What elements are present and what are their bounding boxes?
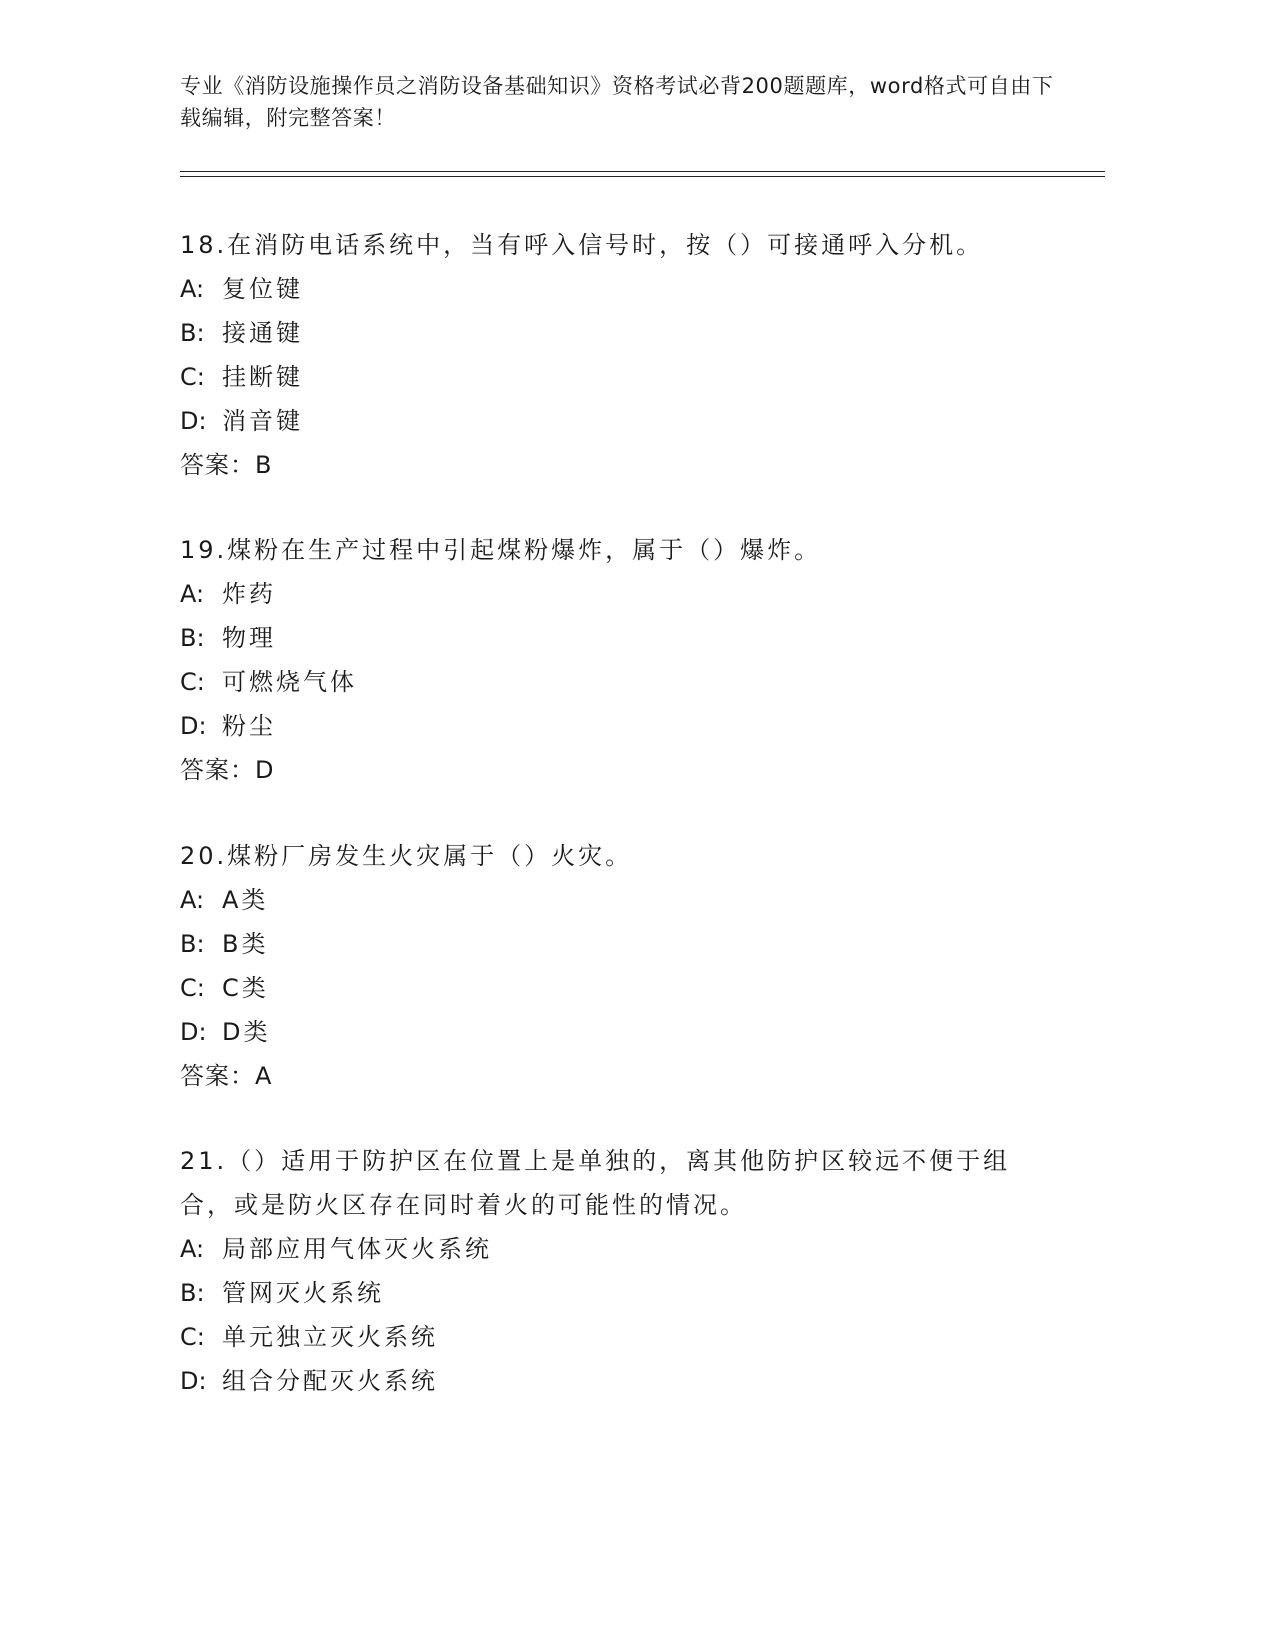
header-divider-top <box>180 171 1105 172</box>
question-18 <box>180 223 1060 487</box>
option-c <box>180 355 1060 399</box>
option-text: 挂断键 <box>222 363 303 391</box>
option-letter: B: <box>180 1279 205 1307</box>
answer: 答案：D <box>180 756 275 784</box>
option-b <box>180 1271 1060 1315</box>
option-text: 组合分配灭火系统 <box>222 1367 438 1395</box>
option-text: 炸药 <box>222 580 276 608</box>
option-b <box>180 616 1060 660</box>
option-letter: D: <box>180 1367 207 1395</box>
option-text: B类 <box>222 930 269 958</box>
option-a <box>180 1227 1060 1271</box>
option-text: 可燃烧气体 <box>222 668 357 696</box>
option-letter: A: <box>180 886 205 914</box>
option-a <box>180 267 1060 311</box>
option-b <box>180 922 1060 966</box>
option-text: 接通键 <box>222 319 303 347</box>
option-letter: A: <box>180 580 205 608</box>
option-text: 粉尘 <box>222 712 276 740</box>
document-header: 专业《消防设施操作员之消防设备基础知识》资格考试必背200题题库，word格式可自由下载编辑，附完整答案！ <box>180 74 1054 130</box>
question-stem: 19.煤粉在生产过程中引起煤粉爆炸，属于（）爆炸。 <box>180 536 822 564</box>
option-c <box>180 660 1060 704</box>
option-letter: D: <box>180 1018 207 1046</box>
option-text: 单元独立灭火系统 <box>222 1323 438 1351</box>
question-stem: 20.煤粉厂房发生火灾属于（）火灾。 <box>180 842 633 870</box>
option-letter: A: <box>180 1235 205 1263</box>
option-c <box>180 966 1060 1010</box>
option-c <box>180 1315 1060 1359</box>
option-d <box>180 1359 1060 1403</box>
option-text: 消音键 <box>222 407 303 435</box>
option-text: 物理 <box>222 624 276 652</box>
question-stem: 18.在消防电话系统中，当有呼入信号时，按（）可接通呼入分机。 <box>180 231 984 259</box>
option-letter: C: <box>180 974 205 1002</box>
option-letter: B: <box>180 319 205 347</box>
option-letter: D: <box>180 712 207 740</box>
option-letter: C: <box>180 668 205 696</box>
question-stem: 21.（）适用于防护区在位置上是单独的，离其他防护区较远不便于组合，或是防火区存在同时着火的可能性的情况。 <box>180 1147 1011 1219</box>
option-text: 管网灭火系统 <box>222 1279 384 1307</box>
answer: 答案：A <box>180 1062 273 1090</box>
option-b <box>180 311 1060 355</box>
option-letter: C: <box>180 363 205 391</box>
option-a <box>180 572 1060 616</box>
option-text: 局部应用气体灭火系统 <box>222 1235 492 1263</box>
option-letter: B: <box>180 624 205 652</box>
option-letter: C: <box>180 1323 205 1351</box>
option-d <box>180 1010 1060 1054</box>
option-d <box>180 704 1060 748</box>
header-divider-bottom <box>180 176 1105 177</box>
answer: 答案：B <box>180 451 273 479</box>
question-19 <box>180 528 1060 792</box>
option-text: C类 <box>222 974 269 1002</box>
option-a <box>180 878 1060 922</box>
question-21 <box>180 1139 1060 1403</box>
option-text: 复位键 <box>222 275 303 303</box>
question-20 <box>180 834 1060 1098</box>
option-letter: A: <box>180 275 205 303</box>
option-text: D类 <box>222 1018 271 1046</box>
option-letter: D: <box>180 407 207 435</box>
option-text: A类 <box>222 886 269 914</box>
option-d <box>180 399 1060 443</box>
option-letter: B: <box>180 930 205 958</box>
